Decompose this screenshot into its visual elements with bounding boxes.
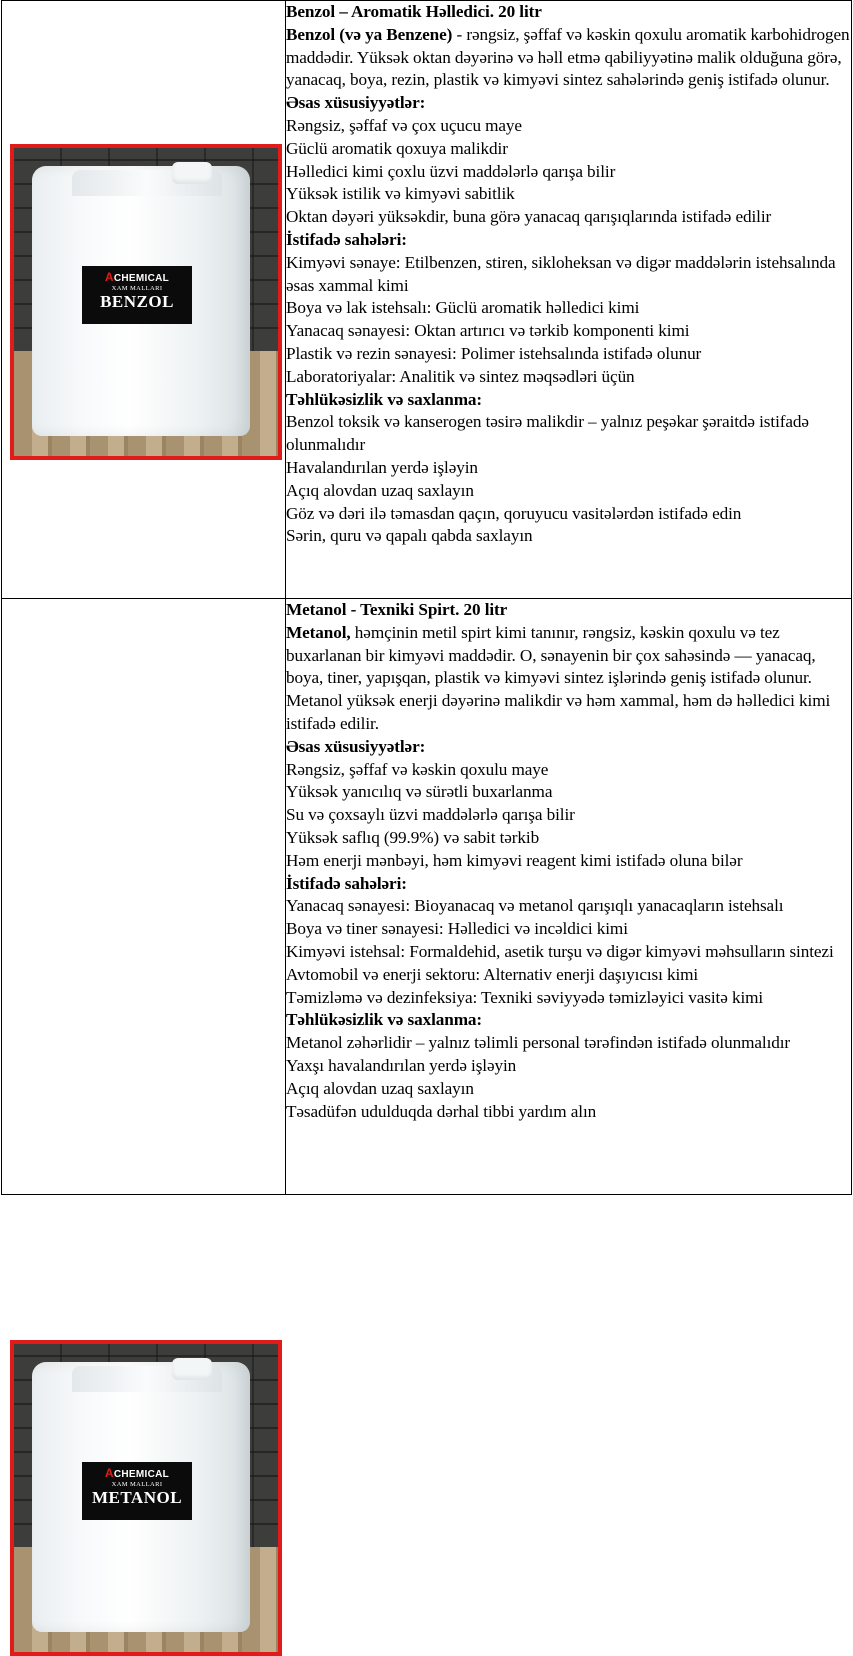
use-item: Yanacaq sənayesi: Bioyanacaq və metanol qarışıqlı yanacaqların istehsalı <box>286 896 784 916</box>
product-photo-metanol <box>10 1340 282 1656</box>
features-heading: Əsas xüsusiyyətlər: <box>286 736 426 756</box>
safety-item: Havalandırılan yerdə işləyin <box>286 457 478 477</box>
use-item: Laboratoriyalar: Analitik və sintez məqsədləri üçün <box>286 366 635 386</box>
product-image-cell <box>2 599 286 1507</box>
product-title: Metanol - Texniki Spirt. 20 litr <box>286 600 508 619</box>
label-product-name: BENZOL <box>100 292 174 311</box>
use-item: Plastik və rezin sənayesi: Polimer istehsalında istifadə olunur <box>286 343 702 363</box>
label-subtitle: XAM MALLARI <box>111 285 163 292</box>
safety-item: Göz və dəri ilə təmasdan qaçın, qoruyucu vasitələrdən istifadə edin <box>286 503 742 523</box>
product-row-metanol <box>2 599 852 1195</box>
features-heading: Əsas xüsusiyyətlər: <box>286 93 426 113</box>
feature-item: Həlledici kimi çoxlu üzvi maddələrlə qarışa bilir <box>286 161 616 181</box>
safety-heading: Təhlükəsizlik və saxlanma: <box>286 389 483 409</box>
products-table <box>1 0 852 1507</box>
feature-item: Su və çoxsaylı üzvi maddələrlə qarışa bilir <box>286 805 575 825</box>
safety-item: Metanol zəhərlidir – yalnız təlimli personal tərəfindən istifadə olunmalıdır <box>286 1033 791 1053</box>
safety-item: Benzol toksik və kanserogen təsirə malikdir – yalnız peşəkar şəraitdə istifadə olunmalıdır <box>286 412 809 455</box>
feature-item: Rəngsiz, şəffaf və kəskin qoxulu maye <box>286 759 549 779</box>
safety-item: Təsadüfən udulduqda dərhal tibbi yardım alın <box>286 1101 597 1121</box>
uses-heading: İstifadə sahələri: <box>286 229 407 249</box>
safety-item: Sərin, quru və qapalı qabda saxlayın <box>286 526 533 546</box>
product-image-cell <box>2 1 286 599</box>
product-row-benzol <box>2 1 852 599</box>
feature-item: Yüksək yanıcılıq və sürətli buxarlanma <box>286 782 553 802</box>
product-label <box>82 1462 192 1520</box>
intro-bold: Benzol (və ya Benzene) <box>286 24 453 44</box>
product-label <box>82 266 192 324</box>
intro-bold: Metanol, <box>286 622 351 642</box>
product-intro <box>286 622 851 736</box>
product-intro <box>286 24 851 92</box>
feature-item: Yüksək istilik və kimyəvi sabitlik <box>286 184 515 204</box>
safety-item: Açıq alovdan uzaq saxlayın <box>286 480 474 500</box>
product-description-cell <box>286 599 852 1195</box>
feature-item: Rəngsiz, şəffaf və çox uçucu maye <box>286 115 522 135</box>
use-item: Yanacaq sənayesi: Oktan artırıcı və tərkib komponenti kimi <box>286 321 690 341</box>
use-item: Kimyəvi istehsal: Formaldehid, asetik turşu və digər kimyəvi məhsulların sintezi <box>286 941 834 961</box>
product-photo-benzol <box>10 144 282 460</box>
use-item: Boya və lak istehsalı: Güclü aromatik həlledici kimi <box>286 298 640 318</box>
safety-heading: Təhlükəsizlik və saxlanma: <box>286 1010 483 1030</box>
safety-item: Açıq alovdan uzaq saxlayın <box>286 1078 474 1098</box>
product-title: Benzol – Aromatik Həlledici. 20 litr <box>286 2 542 21</box>
label-subtitle: XAM MALLARI <box>111 1481 163 1488</box>
feature-item: Güclü aromatik qoxuya malikdir <box>286 138 508 158</box>
label-product-name: METANOL <box>91 1488 183 1507</box>
intro-text: - rəngsiz, şəffaf və kəskin qoxulu aromatik karbohidrogen maddədir. Yüksək oktan dəyərinə və həll etmə qabiliyyətinə malik olduğuna görə, yanacaq, boya, rezin, plastik və kimyəvi sintez sahələrində geniş istifadə olunur. <box>286 24 850 90</box>
brand-logo-mark: A <box>104 1466 114 1480</box>
label-brand: ACHEMICAL <box>104 1466 170 1480</box>
use-item: Kimyəvi sənaye: Etilbenzen, stiren, sikloheksan və digər maddələrin istehsalında əsas xammal kimi <box>286 252 836 295</box>
use-item: Avtomobil və enerji sektoru: Alternativ enerji daşıyıcısı kimi <box>286 964 699 984</box>
feature-item: Həm enerji mənbəyi, həm kimyəvi reagent kimi istifadə oluna bilər <box>286 850 743 870</box>
canister-cap <box>172 1358 212 1380</box>
feature-item: Oktan dəyəri yüksəkdir, buna görə yanacaq qarışıqlarında istifadə edilir <box>286 207 772 227</box>
canister-cap <box>172 162 212 184</box>
label-brand: ACHEMICAL <box>104 270 170 284</box>
safety-item: Yaxşı havalandırılan yerdə işləyin <box>286 1055 517 1075</box>
product-description-cell <box>286 1 852 599</box>
uses-heading: İstifadə sahələri: <box>286 873 407 893</box>
brand-logo-mark: A <box>104 270 114 284</box>
use-item: Boya və tiner sənayesi: Həlledici və incəldici kimi <box>286 919 628 939</box>
canister-image <box>32 166 250 436</box>
use-item: Təmizləmə və dezinfeksiya: Texniki səviyyədə təmizləyici vasitə kimi <box>286 987 764 1007</box>
canister-image <box>32 1362 250 1632</box>
intro-text: həmçinin metil spirt kimi tanınır, rəngsiz, kəskin qoxulu və tez buxarlanan bir kimyəvi maddədir. O, sənayenin bir çox sahəsində — yanacaq, boya, tiner, yapışqan, plastik və kimyəvi sintez işlərində geniş istifadə olunur. Metanol yüksək enerji dəyərinə malikdir və həm xammal, həm də həlledici kimi istifadə edilir. <box>286 622 831 733</box>
feature-item: Yüksək saflıq (99.9%) və sabit tərkib <box>286 827 540 847</box>
